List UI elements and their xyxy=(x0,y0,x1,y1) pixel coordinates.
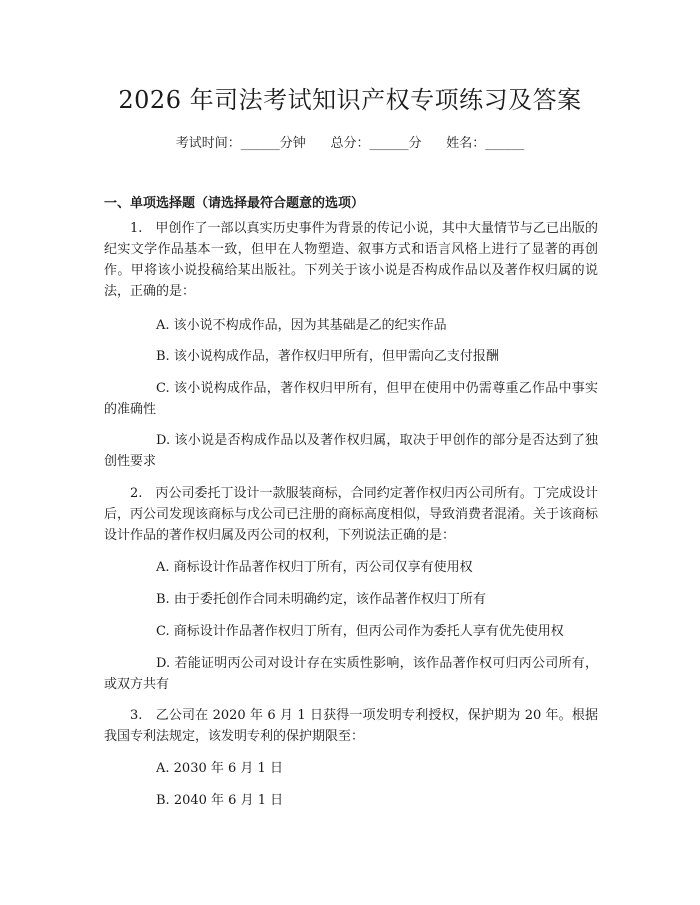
section-heading: 一、单项选择题（请选择最符合题意的选项） xyxy=(104,196,365,211)
question-3-option-b: B. 2040 年 6 月 1 日 xyxy=(156,793,284,808)
exam-info-line: 考试时间：______分钟 总分：______分 姓名：______ xyxy=(175,136,525,151)
question-1-option-a: A. 该小说不构成作品，因为其基础是乙的纪实作品 xyxy=(156,318,447,333)
question-3-option-a: A. 2030 年 6 月 1 日 xyxy=(156,761,283,776)
question-1: 1. 甲创作了一部以真实历史事件为背景的传记小说，其中大量情节与乙已出版的纪实文学作品基本一致，但甲在人物塑造、叙事方式和语言风格上进行了显著的再创作。甲将该小说投稿给某出版社。下列关于该小说是否构成作品以及著作权归属的说法，正确的是： xyxy=(104,221,598,299)
question-2-option-c: C. 商标设计作品著作权归丁所有，但丙公司作为委托人享有优先使用权 xyxy=(156,624,564,639)
page-title: 2026 年司法考试知识产权专项练习及答案 xyxy=(118,86,582,114)
question-2-option-b: B. 由于委托创作合同未明确约定，该作品著作权归丁所有 xyxy=(156,592,486,607)
question-2: 2. 丙公司委托丁设计一款服装商标，合同约定著作权归丙公司所有。丁完成设计后，丙公司发现该商标与戊公司已注册的商标高度相似，导致消费者混淆。关于该商标设计作品的著作权归属及丙公司的权利，下列说法正确的是： xyxy=(104,486,599,543)
question-2-option-a: A. 商标设计作品著作权归丁所有，丙公司仅享有使用权 xyxy=(156,560,473,575)
question-3: 3. 乙公司在 2020 年 6 月 1 日获得一项发明专利授权，保护期为 20 年。根据我国专利法规定，该发明专利的保护期限至： xyxy=(104,708,598,744)
question-1-option-d: D. 该小说是否构成作品以及著作权归属，取决于甲创作的部分是否达到了独创性要求 xyxy=(104,433,598,469)
question-2-option-d: D. 若能证明丙公司对设计存在实质性影响，该作品著作权可归丙公司所有，或双方共有 xyxy=(104,656,598,692)
question-1-option-c: C. 该小说构成作品，著作权归甲所有，但甲在使用中仍需尊重乙作品中事实的准确性 xyxy=(104,381,598,417)
question-1-option-b: B. 该小说构成作品，著作权归甲所有，但甲需向乙支付报酬 xyxy=(156,349,499,364)
